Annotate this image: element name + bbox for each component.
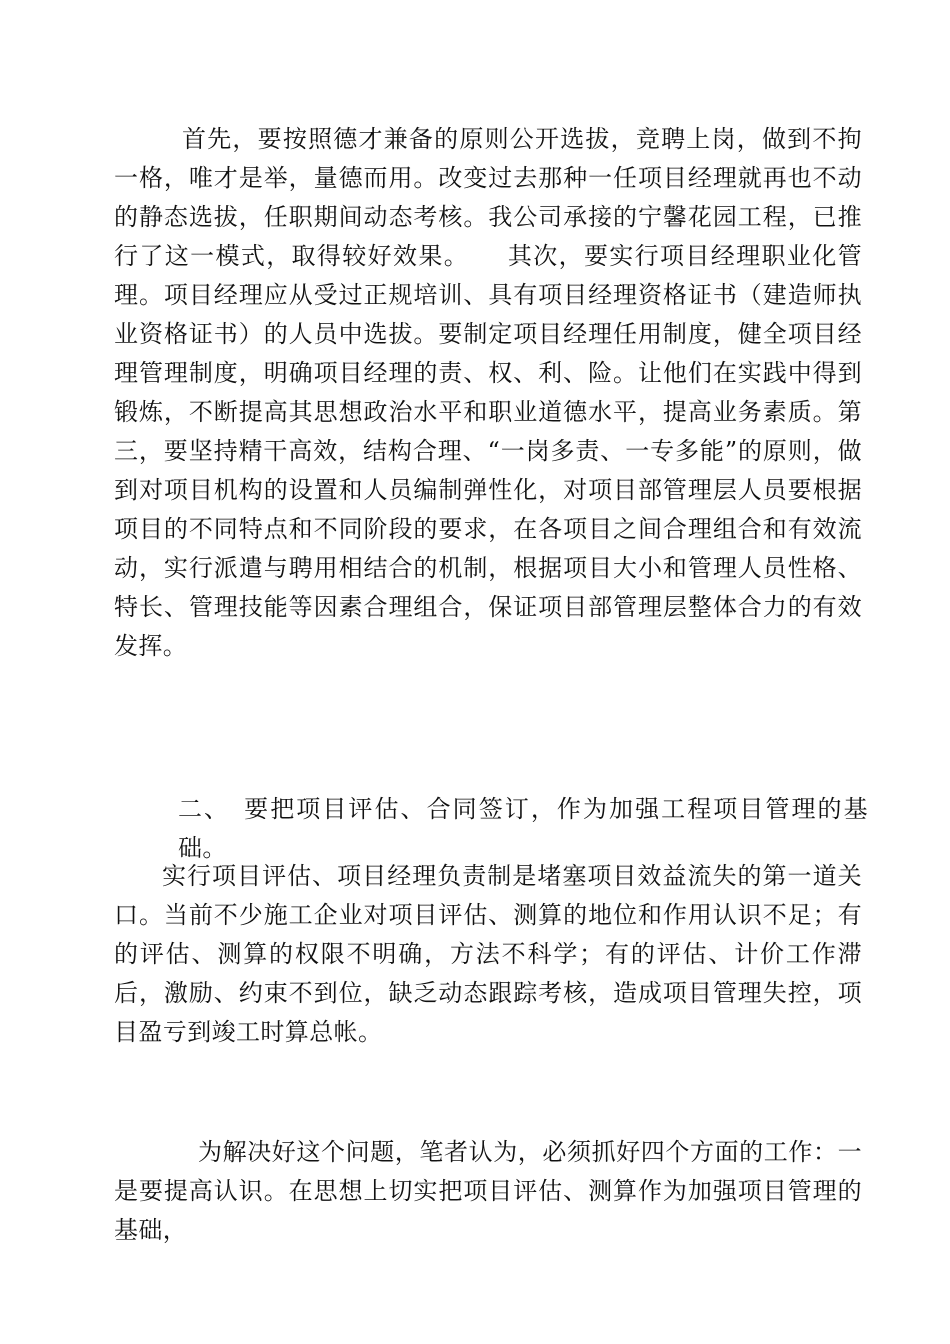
paragraph-project-manager-selection: 首先，要按照德才兼备的原则公开选拔，竞聘上岗，做到不拘一格，唯才是举，量德而用。改变过去那种一任项目经理就再也不动的静态选拔，任职期间动态考核。我公司承接的宁馨花园工程，已推行了这一模式，取得较好效果。 其次，要实行项目经理职业化管理。项目经理应从受过正规培训、具有项目经理资格证书（建造师执业资格证书）的人员中选拔。要制定项目经理任用制度，健全项目经理管理制度，明确项目经理的责、权、利、险。让他们在实践中得到锻炼，不断提高其思想政治水平和职业道德水平，提高业务素质。第三，要坚持精干高效，结构合理、“一岗多责、一专多能”的原则，做到对项目机构的设置和人员编制弹性化，对项目部管理层人员要根据项目的不同特点和不同阶段的要求，在各项目之间合理组合和有效流动，实行派遣与聘用相结合的机制，根据项目大小和管理人员性格、特长、管理技能等因素合理组合，保证项目部管理层整体合力的有效发挥。 [114,125,862,660]
section-heading-two: 二、 要把项目评估、合同签订，作为加强工程项目管理的基础。 [178,795,868,862]
paragraph-project-evaluation: 实行项目评估、项目经理负责制是堵塞项目效益流失的第一道关口。当前不少施工企业对项目评估、测算的地位和作用认识不足；有的评估、测算的权限不明确，方法不科学；有的评估、计价工作滞后，激励、约束不到位，缺乏动态跟踪考核，造成项目管理失控，项目盈亏到竣工时算总帐。 [114,862,862,1046]
paragraph-four-aspects: 为解决好这个问题，笔者认为，必须抓好四个方面的工作：一是要提高认识。在思想上切实把项目评估、测算作为加强项目管理的基础， [114,1138,862,1244]
